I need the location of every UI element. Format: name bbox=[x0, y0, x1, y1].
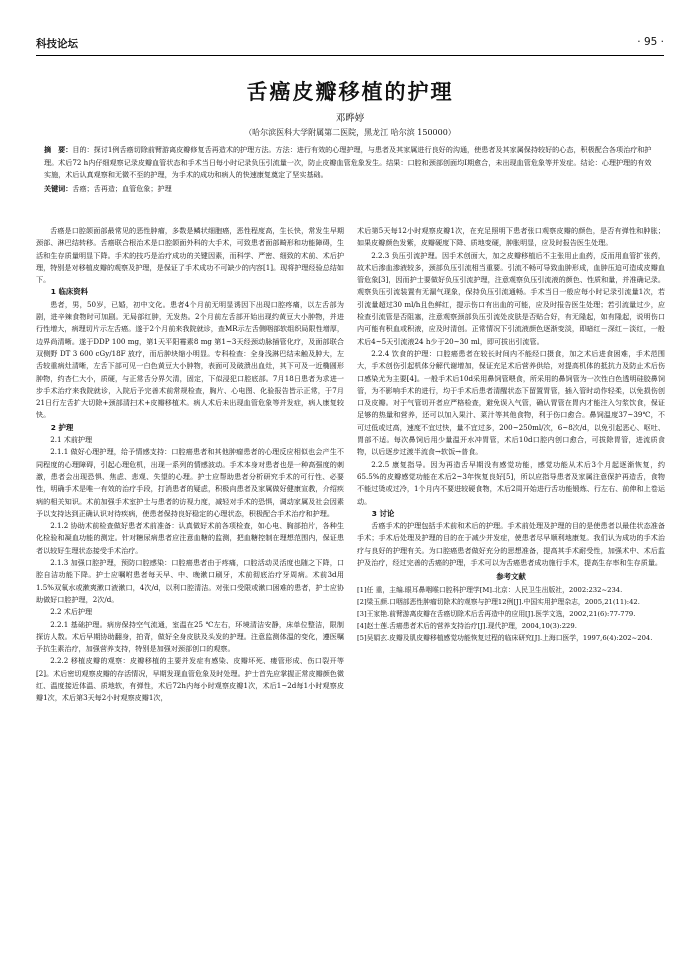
journal-name: 科技论坛 bbox=[36, 38, 78, 50]
section-heading: 2 护理 bbox=[50, 422, 74, 432]
reference-item: [1]任 重，主编.眼耳鼻咽喉口腔科护理学[M].北京：人民卫生出版社，2002:232~234. bbox=[357, 585, 623, 594]
author: 邓晔婷 bbox=[335, 113, 365, 124]
paragraph: 2.2.5 康复指导。因为再造舌早期没有感觉功能，感觉功能从术后3个月起逐渐恢复，约65.5%的皮瓣感觉功能在术后2~3年恢复良好[5]，所以应指导患者及家属注意保护再造舌，食物不能过烫或过冷，1个月内不要进较硬食物，术后2周开始进行舌功能锻炼、行左右、前伸和上卷运动。 bbox=[357, 459, 665, 506]
page-number: · 95 · bbox=[637, 36, 664, 48]
paragraph: 舌癌是口腔颌面部最常见的恶性肿瘤，多数是鳞状细胞癌，恶性程度高，生长快，常发生早期颈部、淋巴结转移。舌癌联合根治术是口腔颌面外科的大手术，可致患者面部畸形和功能障碍，生活和生存质量明显下降。手术的技巧是治疗成功的关键因素，而科学、严密、细致的术前、术后护理，特别是对移植皮瓣的观察及护理，是保证了手术成功不可缺少的内容[1]。现将护理经验总结如下。 bbox=[36, 226, 344, 285]
abstract bbox=[44, 144, 656, 195]
paragraph: 2.1.2 协助术前检查做好患者术前准备：认真做好术前各项检查，如心电、胸部拍片，各种生化检验和凝血功能的测定。针对糖尿病患者应注意血糖的监测，把血糖控制在理想范围内，保证患者以较好生理状态接受手术治疗。 bbox=[36, 521, 344, 555]
abstract-label: 摘 要： bbox=[44, 145, 73, 154]
paragraph: 2.2.1 基础护理。病房保持空气流通，室温在25 ℃左右，环境清洁安静，床单位整洁，限制探访人数。术后早期协助翻身，拍背，做好全身皮肤及头发的护理。注意监测体温的变化，遵医嘱予抗生素治疗，加强营养支持，特别是加强对颈部创口的观察。 bbox=[36, 619, 344, 654]
reference-item: [4]赵士莲.舌癌患者术后的营养支持治疗[J].现代护理，2004,10(3):229. bbox=[357, 622, 577, 631]
keywords-label: 关键词： bbox=[44, 183, 73, 193]
paragraph: 2.1.1 做好心理护理，给予情感支持：口腔癌患者和其他肿瘤患者的心理反应相似也会产生不同程度的心理障碍，引起心理危机，出现一系列的情感波动。手术本身对患者也是一种高强度的刺激，患者会出现恐惧、焦虑、悲观、失望的心理。护士应帮助患者分析研究手术的可行性、必要性，明确手术是唯一有效的治疗手段，打消患者的疑虑，积极向患者及家属做好健康宣教，介绍疾病的相关知识。术前加强手术室护士与患者的访视力度，减轻对手术的恐惧，调动家属及社会因素予以支持达到正确认识对待疾病，使患者保持良好稳定的心理状态，积极配合手术治疗和护理。 bbox=[36, 447, 344, 518]
subsection-heading: 2.1 术前护理 bbox=[50, 435, 93, 445]
section-heading: 1 临床资料 bbox=[50, 287, 89, 297]
affiliation: （哈尔滨医科大学附属第二医院，黑龙江 哈尔滨 150000） bbox=[244, 128, 456, 137]
reference-item: [3]王家艳.前臂游离皮瓣在舌癌切除术后舌再造中的应用[J].医学文选，2002,21(6):77-779. bbox=[357, 610, 636, 619]
paragraph: 2.2.2 移植皮瓣的观察：皮瓣移植的主要并发症有感染、皮瓣坏死、瘘管形成、伤口裂开等[2]。术后密切观察皮瓣的存活情况，早期发现血管危象及时处理。护士首先应掌握正常皮瓣颜色微红、温度接近体温、质地软，有弹性，术后72h内每小时观察皮瓣1次，术后1~2d每1小时观察皮瓣1次，术后第3天每2小时观察皮瓣1次， bbox=[36, 656, 344, 703]
subsection-heading: 2.2 术后护理 bbox=[50, 607, 93, 617]
paragraph: 舌癌手术的护理包括手术前和术后的护理。手术前处理及护理的目的是使患者以最佳状态准备手术；手术后处理及护理的目的在于减少并发症，使患者尽早顺利地康复。我们认为成功的手术治疗与良好的护理有关。为口腔癌患者做好充分的思想准备，提高其手术耐受性，加强术中、术后监护及治疗，经过完善的舌癌的护理，手术可以为舌癌患者成功施行手术，提高生存率和生存质量。 bbox=[357, 521, 665, 568]
header-rule bbox=[36, 55, 664, 56]
paragraph: 患者，男，50岁，已婚，初中文化。患者4个月前无明显诱因下出现口腔疼痛，以左舌部为剧，进辛辣食物时可加剧。无局部红肿，无发热。2个月前左舌部开始出现约黄豆大小肿物，并进行性增大，病理切片示左舌癌。遂于2个月前来我院就诊，查MR示左舌侧咽部软组织局限性增厚，边界尚清晰。遂于DDP 100 mg，第1天平阳霉素8 mg 第1~3天经颈动脉插管化疗，及面部联合双侧野 DT 3 600 cGy/18F 放疗，而后肿块缩小明显。专科检查：全身浅淋巴结未触及肿大，左舌较重病灶清晰，左舌下部可见一白色黄豆大小肿物，表面可及破溃出血灶，其下可及一近椭圆形肿物，约杏仁大小，质硬，与正常舌分界欠清，固定，下似浸犯口腔底部。7月18日患者为求进一步手术治疗来我院就诊，入院后予完善术前常规检查，胸片、心电图、化验报告皆示正常，于7月21日行左舌扩大切除+颈部清扫术+皮瓣移植术。病人术后未出现血管危象等并发症，病人康复较快。 bbox=[36, 299, 344, 420]
paragraph: 术后第5天每12小时观察皮瓣1次，在充足照明下患者张口观察皮瓣的颜色，是否有弹性和肿胀；如果皮瓣颜色发紫，皮瓣硬度下降、质地变硬，肿胀明显，应及时报告医生处理。 bbox=[357, 226, 665, 248]
paragraph: 2.2.4 饮食的护理：口腔癌患者在较长时间内不能经口摄食，加之术后进食困难，手术范围大，手术创伤引起机体分解代谢增加，保证充足术后营养供给，对提高机体的抵抗力及防止术后伤口感染尤为主要[4]。一般手术后10d采用鼻饲管喂食，所采用的鼻饲管为一次性白色透明硅胶鼻饲管，为不影响手术的进行，均于手术后患者清醒状态下留置胃管，插入管时动作轻柔，以免损伤创口及皮瓣。对于气管切开者应严格检查，避免误入气管，确认胃管在胃内才能注入匀浆饮食，保证足够的热量和营养，还可以加入果汁、菜汁等其他食物，利于伤口愈合。鼻饲温度37~39℃，不可过低或过高，速度不宜过快，量不宜过多，200~250ml/次，6~8次/d，以免引起恶心、呕吐、胃部不适。每次鼻饲后用少量温开水冲胃管，术后10d口腔内创口愈合，可拔除胃管，进流质食物，以后逐步过渡半流食→软饭→普食。 bbox=[357, 348, 665, 457]
right-column bbox=[357, 225, 665, 645]
reference-item: [5]吴娟玄.皮瓣及肌皮瓣移植感觉功能恢复过程的临床研究[J].上海口医学，1997,6(4):202~204. bbox=[357, 634, 653, 643]
section-heading: 3 讨论 bbox=[371, 508, 395, 518]
keywords-text: 舌癌；舌再造；血管危象；护理 bbox=[72, 183, 172, 193]
paragraph: 2.1.3 加强口腔护理，预防口腔感染：口腔癌患者由于疼痛，口腔活动灵活度也随之下降，口腔自洁功能下降。护士应嘱咐患者每天早、中、晚漱口刷牙，术前彻底治疗牙周病。术前3d用1.5%双氧水或漱爽漱口液漱口，4次/d，以利口腔清洁。对张口受限或漱口困难的患者，护士应协助做好口腔护理，2次/d。 bbox=[36, 558, 344, 604]
paragraph: 2.2.3 负压引流护理。因手术创面大，加之皮瓣移植后不主张用止血药，反而用血管扩张药，故术后渗血渗液较多，颈部负压引流相当重要。引流不畅可导致血肿形成，血肿压迫可造成皮瓣血管危象[3]，因而护士要做好负压引流护理，注意观察负压引流液的颜色、性质和量，并准确记录。观察负压引流装置有无漏气现象，保持负压引流通畅。手术当日一般应每小时记录引流量1次，若引流量超过30 ml/h且色鲜红，提示伤口有出血的可能，应及时报告医生处理；若引流量过少，应检查引流管是否阻塞，注意观察颈部负压引流处皮肤是否贴合好，有无隆起，如有隆起，说明伤口内可能有积血或积液，应及时清创。正常情况下引流液颜色逐渐变淡，即暗红－深红－淡红，一般术后4~5天引流液24 h少于20~30 ml，即可拔出引流管。 bbox=[357, 250, 665, 346]
abstract-text: 目的：探讨1例舌癌切除前臂游离皮瓣修复舌再造术的护理方法。方法：进行有效的心理护理，与患者及其家属进行良好的沟通，使患者及其家属保持较好的心态，积极配合各项治疗和护理。术后72 h内仔细观察记录皮瓣血管状态和手术当日每小时记录负压引流量一次，防止皮瓣血管危象发生。结果：口腔和颈部创面均Ⅰ期愈合，未出现血管危象等并发症。结论：心理护理的有效实施，术后认真观察和无微不至的护理，为手术的成功和病人的快速康复奠定了坚实基础。 bbox=[44, 145, 652, 180]
article-title: 舌癌皮瓣移植的护理 bbox=[246, 80, 454, 104]
left-column bbox=[36, 225, 344, 705]
running-header bbox=[36, 36, 664, 52]
reference-item: [2]梁玉颜.口咽部恶性肿瘤切除术的观察与护理12例[J].中国实用护理杂志，2005,21(11):42. bbox=[357, 597, 640, 606]
references-heading: 参考文献 bbox=[496, 572, 526, 582]
